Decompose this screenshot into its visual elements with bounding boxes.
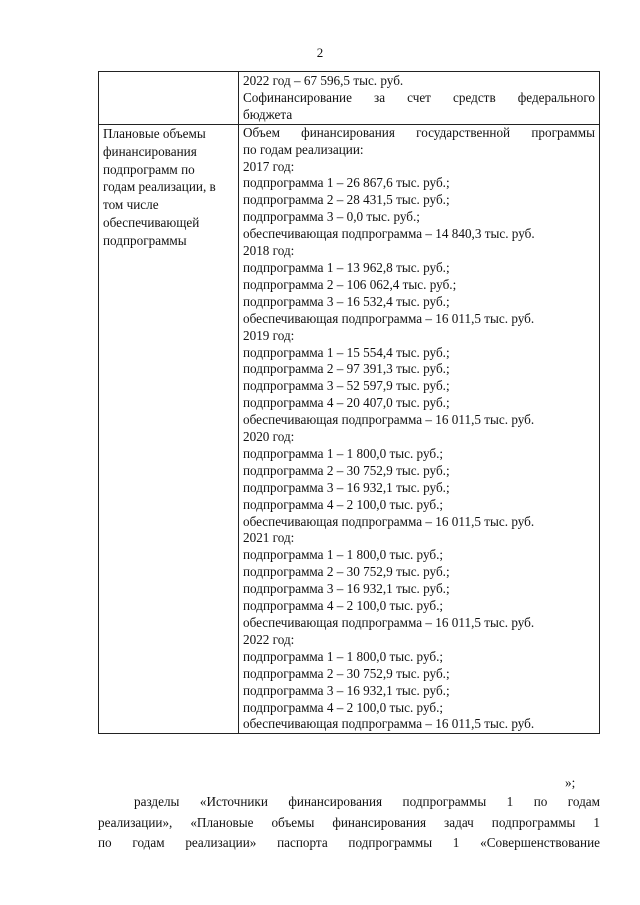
label-line: подпрограммы — [103, 233, 187, 249]
text-line: подпрограмма 1 – 15 554,4 тыс. руб.; — [243, 344, 450, 360]
paragraph-line: реализации», «Плановые объемы финансирования задач подпрограммы 1 — [98, 814, 600, 830]
text-line: обеспечивающая подпрограмма – 16 011,5 тыс. руб. — [243, 615, 535, 630]
closing-quote: »; — [565, 775, 576, 790]
paragraph-line: по годам реализации» паспорта подпрограммы 1 «Совершенствование — [98, 835, 600, 850]
table-row — [99, 72, 600, 125]
label-line: годам реализации, в — [103, 179, 216, 195]
text-line: подпрограмма 1 – 1 800,0 тыс. руб.; — [243, 648, 444, 664]
text-line: подпрограмма 2 – 28 431,5 тыс. руб.; — [243, 192, 450, 208]
text-line: Софинансирование за счет средств федерального — [243, 89, 595, 105]
text-line: 2022 год – 67 596,5 тыс. руб. — [243, 73, 404, 88]
paragraph-line: разделы «Источники финансирования подпрограммы 1 по годам — [134, 794, 600, 809]
text-line: подпрограмма 3 – 16 932,1 тыс. руб.; — [243, 682, 450, 698]
text-line: подпрограмма 1 – 13 962,8 тыс. руб.; — [243, 259, 450, 275]
year-heading: 2017 год: — [243, 158, 295, 174]
text-line: подпрограмма 2 – 97 391,3 тыс. руб.; — [243, 361, 450, 377]
table-cell-label — [99, 124, 239, 734]
label-line: Плановые объемы — [103, 125, 206, 141]
table-row — [99, 124, 600, 734]
text-line: подпрограмма 1 – 1 800,0 тыс. руб.; — [243, 445, 444, 461]
text-line: обеспечивающая подпрограмма – 16 011,5 тыс. руб. — [243, 716, 535, 732]
label-line: подпрограмм по — [103, 161, 195, 177]
text-line: подпрограмма 3 – 16 932,1 тыс. руб.; — [243, 479, 450, 495]
year-heading: 2021 год: — [243, 530, 295, 546]
year-heading: 2022 год: — [243, 631, 295, 647]
text-line: подпрограмма 3 – 52 597,9 тыс. руб.; — [243, 378, 450, 394]
text-line: подпрограмма 2 – 30 752,9 тыс. руб.; — [243, 462, 450, 478]
text-line: подпрограмма 4 – 2 100,0 тыс. руб.; — [243, 496, 444, 512]
label-line: финансирования — [103, 143, 197, 159]
text-line: подпрограмма 1 – 1 800,0 тыс. руб.; — [243, 547, 444, 563]
text-line: подпрограмма 2 – 106 062,4 тыс. руб.; — [243, 276, 457, 292]
text-line: обеспечивающая подпрограмма – 16 011,5 тыс. руб. — [243, 310, 535, 326]
text-line: подпрограмма 2 – 30 752,9 тыс. руб.; — [243, 665, 450, 681]
financing-table — [98, 71, 600, 734]
text-line: подпрограмма 4 – 2 100,0 тыс. руб.; — [243, 598, 444, 614]
year-heading: 2020 год: — [243, 429, 295, 445]
year-heading: 2018 год: — [243, 243, 295, 259]
table-cell-cofinancing — [239, 72, 600, 125]
text-line: подпрограмма 2 – 30 752,9 тыс. руб.; — [243, 564, 450, 580]
text-line: обеспечивающая подпрограмма – 16 011,5 тыс. руб. — [243, 513, 535, 529]
text-line: обеспечивающая подпрограмма – 14 840,3 тыс. руб. — [243, 226, 535, 242]
text-line: подпрограмма 1 – 26 867,6 тыс. руб.; — [243, 175, 450, 191]
page-number: 2 — [316, 45, 324, 60]
text-line: подпрограмма 4 – 20 407,0 тыс. руб.; — [243, 395, 450, 411]
text-line: подпрограмма 3 – 16 932,1 тыс. руб.; — [243, 581, 450, 597]
text-line: подпрограмма 3 – 0,0 тыс. руб.; — [243, 209, 420, 225]
text-line: Объем финансирования государственной программы — [243, 124, 595, 140]
label-line: обеспечивающей — [103, 215, 200, 231]
label-line: том числе — [103, 197, 159, 213]
year-heading: 2019 год: — [243, 327, 295, 343]
text-line: по годам реализации: — [243, 141, 364, 157]
text-line: подпрограмма 4 – 2 100,0 тыс. руб.; — [243, 699, 444, 715]
table-cell-empty — [99, 72, 239, 125]
text-line: бюджета — [243, 106, 293, 122]
body-paragraph — [98, 792, 600, 854]
text-line: обеспечивающая подпрограмма – 16 011,5 тыс. руб. — [243, 412, 535, 428]
text-line: подпрограмма 3 – 16 532,4 тыс. руб.; — [243, 293, 450, 309]
table-cell-values — [239, 124, 600, 734]
